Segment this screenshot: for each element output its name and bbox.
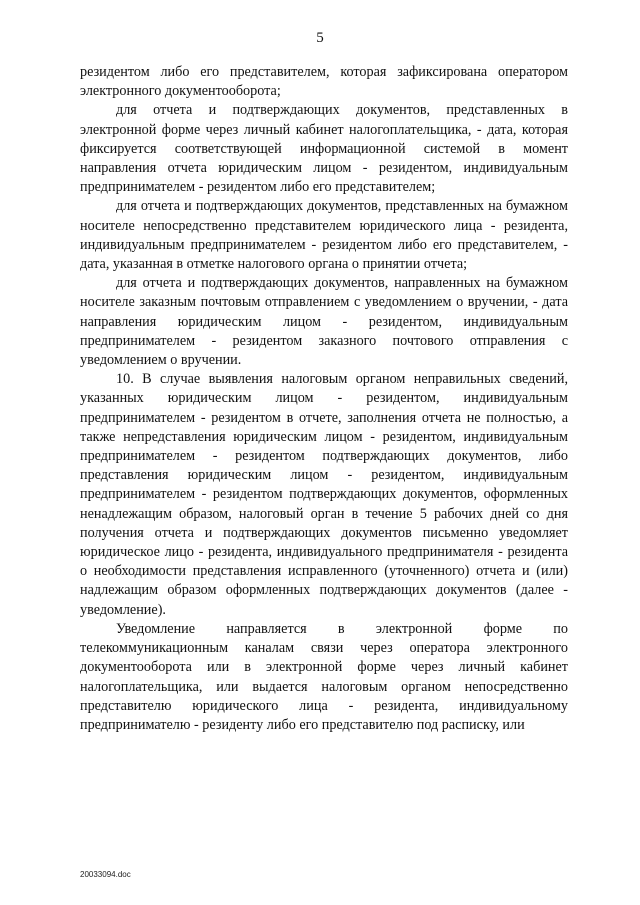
paragraph-continuation: резидентом либо его представителем, которая зафиксирована оператором электронного документооборота; bbox=[80, 64, 568, 100]
page-number: 5 bbox=[316, 30, 324, 46]
paragraph-paper-mail: для отчета и подтверждающих документов, направленных на бумажном носителе заказным почтовым отправлением с уведомлением о вручении, - дата направления юридическим лицом - резидентом, индивидуальным предпринимателем - резидентом заказного почтового отправления с уведомлением о вручении. bbox=[80, 275, 568, 369]
paragraph-electronic-cabinet: для отчета и подтверждающих документов, представленных в электронной форме через личный кабинет налогоплательщика, - дата, которая фиксируется соответствующей информационной системой в момент направления отчета юридическим лицом - резидентом, индивидуальным предпринимателем - резидентом либо его представителем; bbox=[80, 102, 568, 196]
paragraph-item-10: 10. В случае выявления налоговым органом неправильных сведений, указанных юридическим лицом - резидентом, индивидуальным предпринимателем - резидентом в отчете, заполнения отчета не полностью, а также непредставления юридическим лицом - резидентом, индивидуальным предпринимателем - резидентом подтверждающих документов, либо представления юридическим лицом - резидентом, индивидуальным предпринимателем - резидентом подтверждающих документов, оформленных ненадлежащим образом, налоговый орган в течение 5 рабочих дней со дня получения отчета и подтверждающих документов письменно уведомляет юридическое лицо - резидента, индивидуального предпринимателя - резидента о необходимости представления исправленного (уточненного) отчета и (или) надлежащим образом оформленных подтверждающих документов (далее - уведомление). bbox=[80, 371, 568, 618]
paragraph-paper-direct: для отчета и подтверждающих документов, представленных на бумажном носителе непосредственно представителем юридического лица - резидента, индивидуальным предпринимателем - резидентом либо его представителем, - дата, указанная в отметке налогового органа о принятии отчета; bbox=[80, 198, 568, 273]
paragraph-notification: Уведомление направляется в электронной форме по телекоммуникационным каналам связи через оператора электронного документооборота или в электронной форме через личный кабинет налогоплательщика, или выдается налоговым органом непосредственно представителю юридического лица - резидента, индивидуальному предпринимателю - резиденту либо его представителю под расписку, или bbox=[80, 620, 568, 733]
footer-doc-code: 20033094.doc bbox=[80, 870, 131, 879]
document-body bbox=[80, 63, 568, 735]
